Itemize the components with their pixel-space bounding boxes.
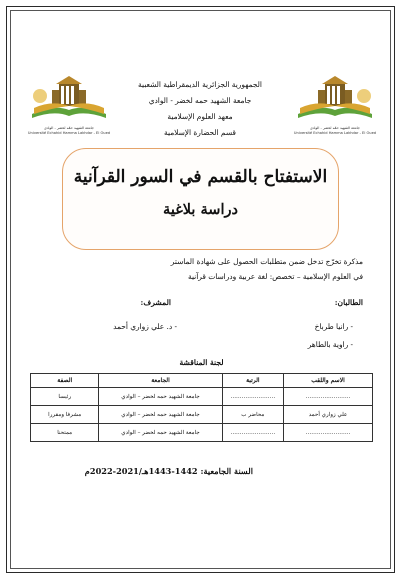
header-university: جامعة الشهيد حمه لخضر - الوادي — [148, 96, 252, 105]
header-republic: الجمهورية الجزائرية الديمقراطية الشعبية — [138, 80, 262, 89]
university-logo-left — [26, 70, 112, 140]
student-name: - راوية بالطاهر — [307, 340, 353, 349]
supervisor-name: - د. علي زواري أحمد — [113, 322, 177, 331]
member-name-cell: …………………… — [284, 388, 373, 406]
table-header-row — [31, 374, 373, 388]
supervisor-label: المشرف: — [140, 298, 171, 307]
member-rank-cell: محاضر ب — [222, 406, 284, 424]
member-university-cell: جامعة الشهيد حمه لخضر – الوادي — [99, 388, 222, 406]
member-role-cell: مشرفا ومقررا — [31, 406, 99, 424]
member-rank-cell: …………………… — [222, 424, 284, 442]
university-logo-right — [292, 70, 378, 140]
member-role-cell: ممتحنا — [31, 424, 99, 442]
students-label: الطالبان: — [334, 298, 363, 307]
member-name-cell: …………………… — [284, 424, 373, 442]
header-department: قسم الحضارة الإسلامية — [164, 128, 236, 137]
university-logo-icon — [26, 70, 112, 128]
memo-line-2: في العلوم الإسلامية – تخصص: لغة عربية ودراسات قرآنية — [187, 272, 363, 281]
logo-caption-fr: Université Echahid Hamma Lakhdar - El Oued — [27, 131, 111, 135]
column-header: الصفة — [31, 374, 99, 388]
memo-line-1: مذكرة تخرّج تدخل ضمن متطلبات الحصول على شهادة الماستر — [170, 257, 363, 266]
header-institute: معهد العلوم الإسلامية — [167, 112, 233, 121]
member-role-cell: رئيسا — [31, 388, 99, 406]
column-header: الجامعة — [99, 374, 222, 388]
logo-caption-ar: جامعة الشهيد حمّه لخضر - الوادي — [44, 126, 94, 130]
academic-year: السنة الجامعية: 1442-1443هـ/2021-2022م — [84, 466, 253, 476]
column-header: الرتبة — [222, 374, 284, 388]
member-university-cell: جامعة الشهيد حمه لخضر – الوادي — [99, 406, 222, 424]
title-box — [62, 148, 339, 250]
table-row — [31, 388, 373, 406]
committee-title: لجنة المناقشة — [179, 358, 224, 367]
member-name-cell: علي زواري أحمد — [284, 406, 373, 424]
logo-caption-ar: جامعة الشهيد حمّه لخضر - الوادي — [310, 126, 360, 130]
column-header: الاسم واللقب — [284, 374, 373, 388]
student-name: - رانيا طرباخ — [314, 322, 353, 331]
committee-table — [30, 373, 373, 442]
table-row — [31, 424, 373, 442]
thesis-subtitle: دراسة بلاغية — [163, 201, 238, 218]
logo-caption-fr: Université Echahid Hamma Lakhdar - El Oued — [293, 131, 377, 135]
thesis-title: الاستفتاح بالقسم في السور القرآنية — [73, 167, 328, 187]
member-rank-cell: …………………… — [222, 388, 284, 406]
table-row — [31, 406, 373, 424]
member-university-cell: جامعة الشهيد حمه لخضر – الوادي — [99, 424, 222, 442]
university-logo-icon — [292, 70, 378, 128]
